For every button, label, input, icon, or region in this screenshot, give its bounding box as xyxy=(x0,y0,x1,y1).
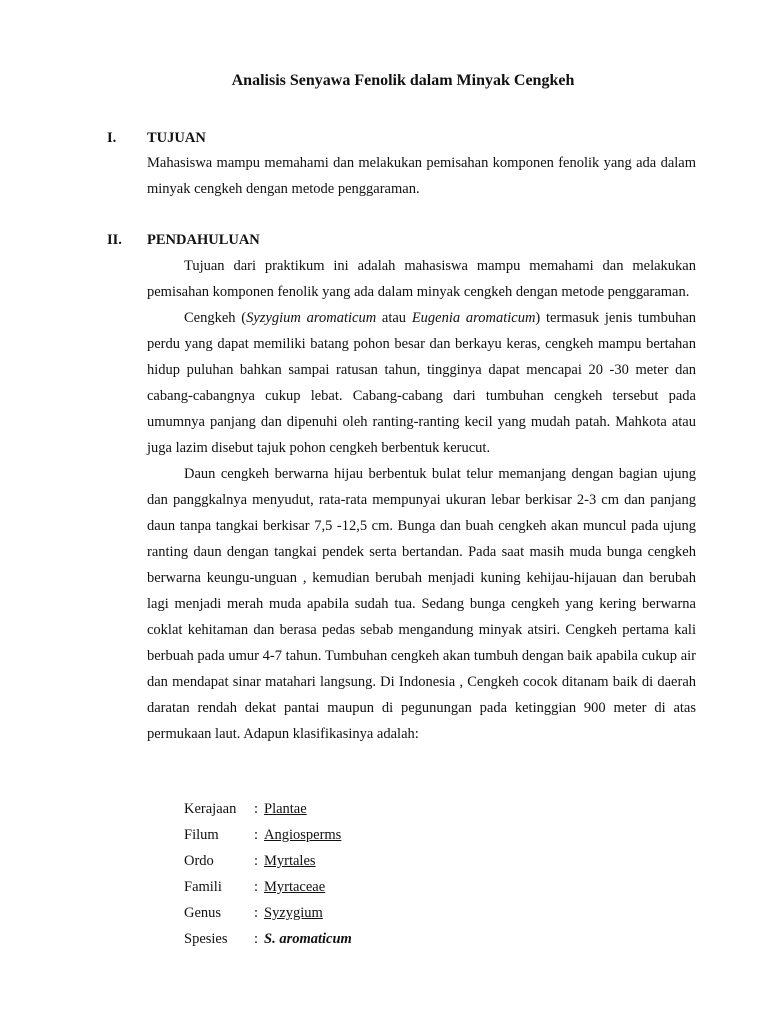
classification-row-genus xyxy=(184,900,584,926)
classification-value: Syzygium xyxy=(264,905,323,921)
pendahuluan-paragraph-1: Tujuan dari praktikum ini adalah mahasiswa mampu memahami dan melakukan pemisahan komponen fenolik yang ada dalam minyak cengkeh dengan metode penggaraman. xyxy=(147,258,696,300)
classification-label: Genus xyxy=(184,905,222,921)
classification-row-spesies xyxy=(184,926,584,952)
section-2-body xyxy=(147,253,696,747)
tujuan-paragraph: Mahasiswa mampu memahami dan melakukan pemisahan komponen fenolik yang ada dalam minyak cengkeh dengan metode penggaraman. xyxy=(147,155,696,197)
classification-value: Angiosperms xyxy=(264,827,342,843)
classification-value: Myrtales xyxy=(264,853,316,869)
pendahuluan-paragraph-3: Daun cengkeh berwarna hijau berbentuk bulat telur memanjang dengan bagian ujung dan panggkalnya menyudut, rata-rata mempunyai ukuran lebar berkisar 2-3 cm dan panjang daun tanpa tangkai berkisar 7,5 -12,5 cm. Bunga dan buah cengkeh akan muncul pada ujung ranting daun dengan tangkai pendek serta bertandan. Pada saat masih muda bunga cengkeh berwarna keungu-unguan , kemudian berubah menjadi kuning kehijau-hijauan dan berubah lagi menjadi merah muda apabila sudah tua. Sedang bunga cengkeh yang kering berwarna coklat kehitaman dan berasa pedas sebab mengandung minyak atsiri. Cengkeh pertama kali berbuah pada umur 4-7 tahun. Tumbuhan cengkeh akan tumbuh dengan baik apabila cukup air dan mendapat sinar matahari langsung. Di Indonesia , Cengkeh cocok ditanam baik di daerah daratan rendah dekat pantai maupun di pegunungan pada ketinggian 900 meter di atas permukaan laut. Adapun klasifikasinya adalah: xyxy=(147,466,696,742)
classification-label: Ordo xyxy=(184,853,214,869)
classification-value: Plantae xyxy=(264,801,307,817)
scientific-name-1: Syzygium aromaticum xyxy=(246,310,377,326)
classification-row-famili xyxy=(184,874,584,900)
classification-row-filum xyxy=(184,822,584,848)
scientific-name-2: Eugenia aromaticum xyxy=(411,310,536,326)
section-2-number: II. xyxy=(107,232,122,248)
section-2-heading: PENDAHULUAN xyxy=(147,232,260,248)
pendahuluan-paragraph-2 xyxy=(147,305,696,461)
p2-text-b: atau xyxy=(376,310,412,326)
p2-text-a: Cengkeh ( xyxy=(184,310,247,326)
classification-label: Spesies xyxy=(184,931,228,947)
section-1-body xyxy=(147,150,696,202)
classification-separator: : xyxy=(254,905,259,921)
classification-separator: : xyxy=(254,801,259,817)
section-1-heading: TUJUAN xyxy=(147,130,206,146)
document-title: Analisis Senyawa Fenolik dalam Minyak Cengkeh xyxy=(231,72,575,89)
classification-value: Myrtaceae xyxy=(264,879,326,895)
classification-row-ordo xyxy=(184,848,584,874)
classification-label: Filum xyxy=(184,827,219,843)
classification-list xyxy=(184,796,584,952)
classification-separator: : xyxy=(254,931,259,947)
classification-separator: : xyxy=(254,879,259,895)
classification-label: Kerajaan xyxy=(184,801,237,817)
classification-row-kerajaan xyxy=(184,796,584,822)
classification-value: S. aromaticum xyxy=(264,931,352,947)
p2-text-c: ) termasuk jenis tumbuhan perdu yang dapat memiliki batang pohon besar dan berkayu keras, cengkeh mampu bertahan hidup puluhan bahkan sampai ratusan tahun, tingginya dapat mencapai 20 -30 meter dan cabang-cabangnya cukup lebat. Cabang-cabang dari tumbuhan cengkeh tersebut pada umumnya panjang dan dipenuhi oleh ranting-ranting kecil yang mudah patah. Mahkota atau juga lazim disebut tajuk pohon cengkeh berbentuk kerucut. xyxy=(147,310,696,456)
section-1-number: I. xyxy=(107,130,117,146)
classification-separator: : xyxy=(254,853,259,869)
classification-separator: : xyxy=(254,827,259,843)
classification-label: Famili xyxy=(184,879,222,895)
